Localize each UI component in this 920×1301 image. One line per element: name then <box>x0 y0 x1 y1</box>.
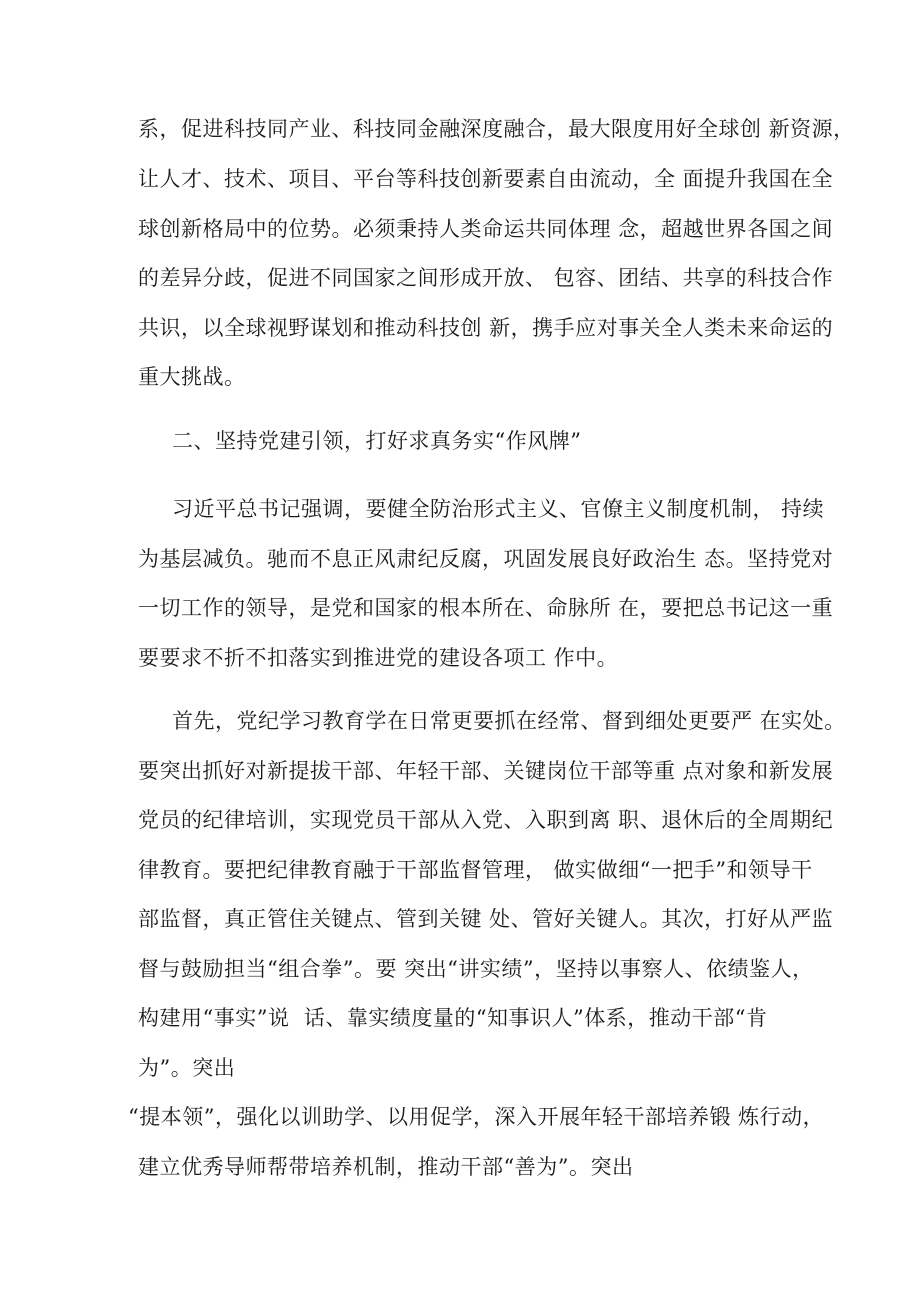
paragraph-3-line: 建立优秀导师帮带培养机制，推动干部“善为”。突出 <box>138 1155 634 1179</box>
paragraph-2-line: 一切工作的领导，是党和国家的根本所在、命脉所 在，要把总书记这一重 <box>138 596 834 620</box>
paragraph-1-line: 共识，以全球视野谋划和推动科技创 新，携手应对事关全人类未来命运的 <box>138 316 834 340</box>
paragraph-1-line: 重大挑战。 <box>138 365 246 389</box>
paragraph-3-line: 要突出抓好对新提拔干部、年轻干部、关键岗位干部等重 点对象和新发展 <box>138 759 834 783</box>
paragraph-3-line: 部监督，真正管住关键点、管到关键 处、管好关键人。其次，打好从严监 <box>138 907 834 931</box>
paragraph-2-line: 习近平总书记强调，要健全防治形式主义、官僚主义制度机制， 持续 <box>172 497 825 521</box>
paragraph-3-line: 律教育。要把纪律教育融于干部监督管理， 做实做细“一把手”和领导干 <box>138 858 813 882</box>
paragraph-1-line: 让人才、技术、项目、平台等科技创新要素自由流动，全 面提升我国在全 <box>138 167 834 191</box>
paragraph-1-line: 球创新格局中的位势。必须秉持人类命运共同体理 念，超越世界各国之间 <box>138 217 834 241</box>
paragraph-1-line: 的差异分歧，促进不同国家之间形成开放、 包容、团结、共享的科技合作 <box>138 266 834 290</box>
paragraph-3-line: “提本领”，强化以训助学、以用促学，深入开展年轻干部培养锻 炼行动， <box>128 1105 825 1129</box>
paragraph-3-line: 党员的纪律培训，实现党员干部从入党、入职到离 职、退休后的全周期纪 <box>138 808 834 832</box>
paragraph-3-line: 督与鼓励担当“组合拳”。要 突出“讲实绩”，坚持以事察人、依绩鉴人， <box>138 957 814 981</box>
paragraph-1-line: 系，促进科技同产业、科技同金融深度融合，最大限度用好全球创 新资源， <box>138 117 855 141</box>
paragraph-3-line: 构建用“事实”说 话、靠实绩度量的“知事识人”体系，推动干部“肯 <box>138 1006 768 1030</box>
section-heading: 二、坚持党建引领，打好求真务实“作风牌” <box>172 429 582 453</box>
paragraph-3-line: 为”。突出 <box>138 1056 236 1080</box>
paragraph-3-line: 首先，党纪学习教育学在日常更要抓在经常、督到细处更要严 在实处。 <box>172 709 846 733</box>
paragraph-2-line: 为基层减负。驰而不息正风肃纪反腐，巩固发展良好政治生 态。坚持党对 <box>138 547 834 571</box>
paragraph-2-line: 要要求不折不扣落实到推进党的建设各项工 作中。 <box>138 646 619 670</box>
